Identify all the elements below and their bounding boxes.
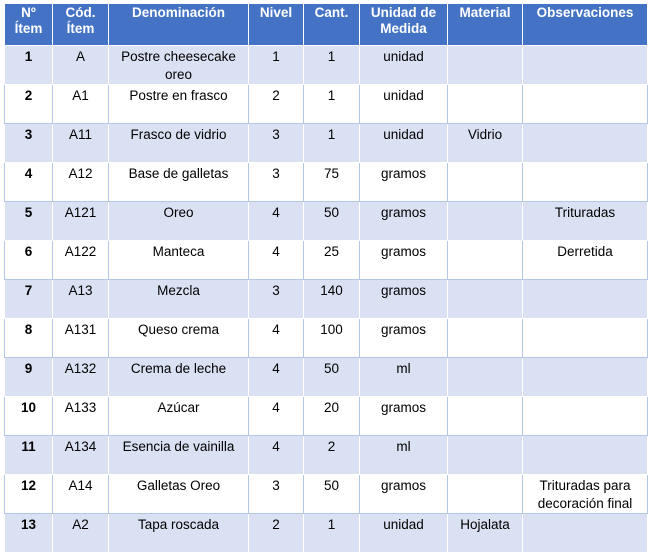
item-number-cell: 11 bbox=[5, 436, 53, 475]
item-code-cell: A12 bbox=[53, 163, 109, 202]
table-row bbox=[5, 358, 648, 397]
table-row bbox=[5, 202, 648, 241]
observations-cell bbox=[523, 358, 648, 397]
quantity-cell: 140 bbox=[304, 280, 360, 319]
quantity-cell: 2 bbox=[304, 436, 360, 475]
item-code-cell: A13 bbox=[53, 280, 109, 319]
observations-cell bbox=[523, 397, 648, 436]
denomination-cell: Tapa roscada bbox=[109, 514, 249, 553]
material-cell: Hojalata bbox=[448, 514, 523, 553]
item-code-cell: A11 bbox=[53, 124, 109, 163]
unit-cell: gramos bbox=[360, 202, 448, 241]
header-row bbox=[5, 4, 648, 46]
item-number-cell: 5 bbox=[5, 202, 53, 241]
material-cell bbox=[448, 241, 523, 280]
level-cell: 2 bbox=[249, 85, 304, 124]
denomination-cell: Azúcar bbox=[109, 397, 249, 436]
header-material: Material bbox=[448, 4, 523, 46]
item-code-cell: A134 bbox=[53, 436, 109, 475]
table-row bbox=[5, 280, 648, 319]
table-row bbox=[5, 514, 648, 553]
table-row bbox=[5, 319, 648, 358]
level-cell: 4 bbox=[249, 358, 304, 397]
level-cell: 3 bbox=[249, 163, 304, 202]
unit-cell: unidad bbox=[360, 46, 448, 85]
level-cell: 4 bbox=[249, 397, 304, 436]
item-number-cell: 6 bbox=[5, 241, 53, 280]
denomination-cell: Galletas Oreo bbox=[109, 475, 249, 514]
quantity-cell: 50 bbox=[304, 358, 360, 397]
quantity-cell: 1 bbox=[304, 514, 360, 553]
denomination-cell: Manteca bbox=[109, 241, 249, 280]
observations-cell bbox=[523, 85, 648, 124]
denomination-cell: Esencia de vainilla bbox=[109, 436, 249, 475]
observations-cell: Trituradas para decoración final bbox=[523, 475, 648, 514]
unit-cell: gramos bbox=[360, 475, 448, 514]
header-denomination: Denominación bbox=[109, 4, 249, 46]
item-code-cell: A1 bbox=[53, 85, 109, 124]
quantity-cell: 100 bbox=[304, 319, 360, 358]
material-cell bbox=[448, 202, 523, 241]
quantity-cell: 50 bbox=[304, 202, 360, 241]
observations-cell: Trituradas bbox=[523, 202, 648, 241]
quantity-cell: 1 bbox=[304, 85, 360, 124]
observations-cell bbox=[523, 319, 648, 358]
header-item-number: Nº Ítem bbox=[5, 4, 53, 46]
unit-cell: unidad bbox=[360, 124, 448, 163]
table-row bbox=[5, 397, 648, 436]
denomination-cell: Queso crema bbox=[109, 319, 249, 358]
item-code-cell: A133 bbox=[53, 397, 109, 436]
unit-cell: gramos bbox=[360, 319, 448, 358]
unit-cell: ml bbox=[360, 358, 448, 397]
item-number-cell: 8 bbox=[5, 319, 53, 358]
table-row bbox=[5, 475, 648, 514]
item-code-cell: A122 bbox=[53, 241, 109, 280]
material-cell bbox=[448, 280, 523, 319]
header-item-code: Cód. Ítem bbox=[53, 4, 109, 46]
observations-cell bbox=[523, 124, 648, 163]
unit-cell: unidad bbox=[360, 85, 448, 124]
material-cell bbox=[448, 85, 523, 124]
level-cell: 1 bbox=[249, 46, 304, 85]
level-cell: 4 bbox=[249, 202, 304, 241]
level-cell: 4 bbox=[249, 241, 304, 280]
level-cell: 4 bbox=[249, 319, 304, 358]
observations-cell bbox=[523, 46, 648, 85]
table-row bbox=[5, 46, 648, 85]
level-cell: 4 bbox=[249, 436, 304, 475]
table-row bbox=[5, 85, 648, 124]
unit-cell: gramos bbox=[360, 397, 448, 436]
table-row bbox=[5, 241, 648, 280]
header-quantity: Cant. bbox=[304, 4, 360, 46]
table-row bbox=[5, 436, 648, 475]
unit-cell: unidad bbox=[360, 514, 448, 553]
quantity-cell: 20 bbox=[304, 397, 360, 436]
denomination-cell: Oreo bbox=[109, 202, 249, 241]
denomination-cell: Mezcla bbox=[109, 280, 249, 319]
level-cell: 3 bbox=[249, 124, 304, 163]
unit-cell: gramos bbox=[360, 280, 448, 319]
material-cell bbox=[448, 436, 523, 475]
denomination-cell: Crema de leche bbox=[109, 358, 249, 397]
material-cell: Vidrio bbox=[448, 124, 523, 163]
observations-cell bbox=[523, 514, 648, 553]
header-level: Nivel bbox=[249, 4, 304, 46]
table-row bbox=[5, 124, 648, 163]
unit-cell: ml bbox=[360, 436, 448, 475]
item-number-cell: 12 bbox=[5, 475, 53, 514]
quantity-cell: 50 bbox=[304, 475, 360, 514]
item-number-cell: 3 bbox=[5, 124, 53, 163]
unit-cell: gramos bbox=[360, 241, 448, 280]
item-number-cell: 7 bbox=[5, 280, 53, 319]
denomination-cell: Frasco de vidrio bbox=[109, 124, 249, 163]
item-number-cell: 4 bbox=[5, 163, 53, 202]
header-observations: Observaciones bbox=[523, 4, 648, 46]
item-code-cell: A14 bbox=[53, 475, 109, 514]
denomination-cell: Postre en frasco bbox=[109, 85, 249, 124]
header-unit: Unidad de Medida bbox=[360, 4, 448, 46]
denomination-cell: Postre cheesecake oreo bbox=[109, 46, 249, 85]
bill-of-materials-table bbox=[4, 3, 648, 553]
material-cell bbox=[448, 319, 523, 358]
material-cell bbox=[448, 358, 523, 397]
item-code-cell: A132 bbox=[53, 358, 109, 397]
observations-cell: Derretida bbox=[523, 241, 648, 280]
denomination-cell: Base de galletas bbox=[109, 163, 249, 202]
item-number-cell: 13 bbox=[5, 514, 53, 553]
material-cell bbox=[448, 46, 523, 85]
material-cell bbox=[448, 475, 523, 514]
quantity-cell: 25 bbox=[304, 241, 360, 280]
unit-cell: gramos bbox=[360, 163, 448, 202]
level-cell: 3 bbox=[249, 475, 304, 514]
item-code-cell: A2 bbox=[53, 514, 109, 553]
quantity-cell: 75 bbox=[304, 163, 360, 202]
item-number-cell: 1 bbox=[5, 46, 53, 85]
item-number-cell: 9 bbox=[5, 358, 53, 397]
item-code-cell: A bbox=[53, 46, 109, 85]
quantity-cell: 1 bbox=[304, 46, 360, 85]
observations-cell bbox=[523, 436, 648, 475]
observations-cell bbox=[523, 280, 648, 319]
quantity-cell: 1 bbox=[304, 124, 360, 163]
material-cell bbox=[448, 163, 523, 202]
item-number-cell: 2 bbox=[5, 85, 53, 124]
observations-cell bbox=[523, 163, 648, 202]
item-code-cell: A131 bbox=[53, 319, 109, 358]
table-row bbox=[5, 163, 648, 202]
item-number-cell: 10 bbox=[5, 397, 53, 436]
item-code-cell: A121 bbox=[53, 202, 109, 241]
level-cell: 2 bbox=[249, 514, 304, 553]
material-cell bbox=[448, 397, 523, 436]
level-cell: 3 bbox=[249, 280, 304, 319]
